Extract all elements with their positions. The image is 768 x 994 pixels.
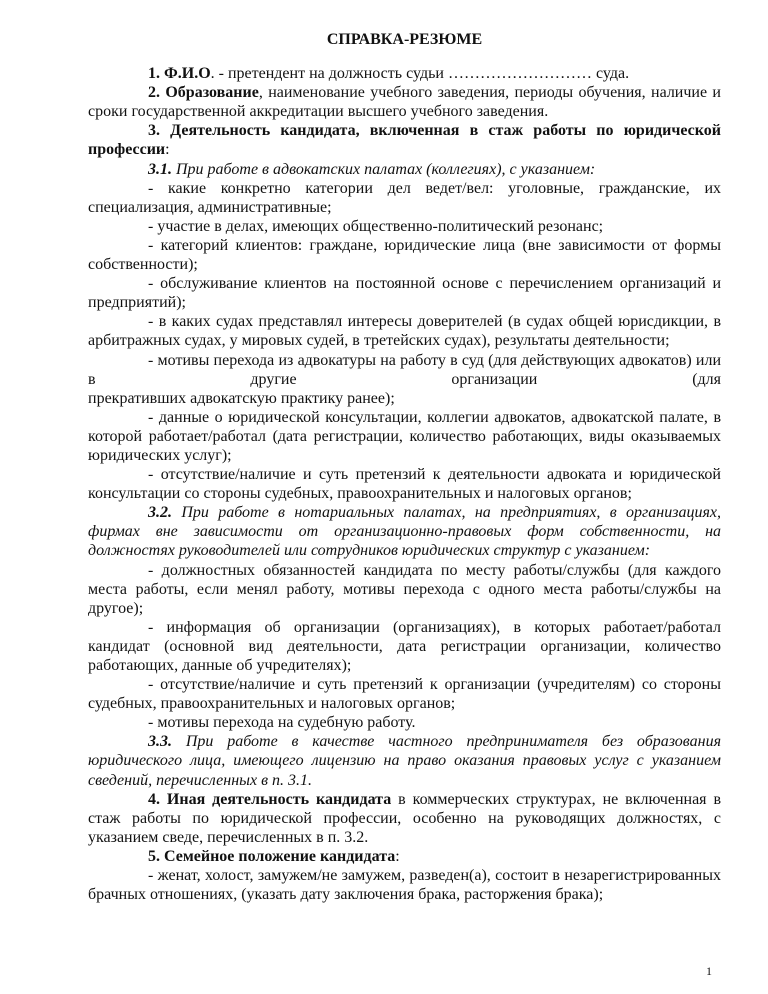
list-item: - какие конкретно категории дел ведет/вел: уголовные, гражданские, их специализация, административные; — [88, 179, 721, 216]
section-3-1 — [88, 160, 721, 179]
section-5-text: : — [395, 847, 400, 865]
list-item-continuation: прекративших адвокатскую практику ранее); — [88, 389, 395, 407]
page-number: 1 — [706, 964, 712, 978]
list-item: - информация об организации (организациях), в которых работает/работал кандидат (основной вид деятельности, дата регистрации организации, количество работающих, данные об учредителях); — [88, 618, 721, 674]
list-item: - мотивы перехода из адвокатуры на работу в суд (для действующих адвокатов) или в другие организации (для — [88, 351, 721, 388]
section-3-1-label: 3.1. — [148, 160, 172, 178]
list-item: - категорий клиентов: граждане, юридические лица (вне зависимости от формы собственности); — [88, 236, 721, 274]
section-3-2-text: При работе в нотариальных палатах, на предприятиях, в организациях, фирмах вне зависимости от организационно-правовых форм собственности, на должностях руководителей или сотрудников юридических структур с указанием: — [88, 504, 721, 560]
section-3-text: : — [165, 141, 170, 159]
list-item: - обслуживание клиентов на постоянной основе с перечислением организаций и предприятий); — [88, 275, 721, 312]
list-item: - должностных обязанностей кандидата по месту работы/службы (для каждого места работы, если менял работу, мотивы перехода с одного места работы/службы на другое); — [88, 561, 721, 617]
section-4-text: в коммерческих структурах, не включенная в стаж работы по юридической профессии, особенно на руководящих должностях, с указанием сведе, перечисленных в п. 3.2. — [88, 790, 722, 846]
list-item: - в каких судах представлял интересы доверителей (в судах общей юрисдикции, в арбитражных судах, у мировых судей, в третейских судах), результаты деятельности; — [88, 313, 721, 350]
section-3-3-label: 3.3. — [148, 733, 172, 751]
section-5 — [88, 847, 721, 866]
list-item: - отсутствие/наличие и суть претензий к организации (учредителям) со стороны судебных, правоохранительных и налоговых органов; — [88, 676, 721, 713]
section-3-1-text: При работе в адвокатских палатах (коллегиях), с указанием: — [172, 160, 596, 178]
section-4 — [88, 790, 721, 847]
section-3-3 — [88, 732, 721, 789]
section-3-2-label: 3.2. — [148, 504, 172, 522]
document-page — [88, 30, 721, 904]
section-3-2 — [88, 503, 721, 560]
section-3 — [88, 121, 721, 159]
list-item: - данные о юридической консультации, коллегии адвокатов, адвокатской палате, в которой работает/работал (дата регистрации, количество работающих, виды оказываемых юридических услуг); — [88, 408, 721, 464]
section-5-label: 5. Семейное положение кандидата — [148, 847, 396, 865]
document-title: СПРАВКА-РЕЗЮМЕ — [326, 31, 483, 48]
section-3-label: 3. Деятельность кандидата, включенная в стаж работы по юридической профессии — [88, 122, 721, 159]
section-1-text: . - претендент на должность судьи ……………………… суда. — [210, 65, 630, 83]
list-item: - мотивы перехода на судебную работу. — [148, 714, 416, 732]
section-3-3-text: При работе в качестве частного предпринимателя без образования юридического лица, имеющего лицензию на право оказания правовых услуг с указанием сведений, перечисленных в п. 3.1. — [88, 733, 721, 789]
section-2-text: , наименование учебного заведения, периоды обучения, наличие и сроки государственной аккредитации высшего учебного заведения. — [88, 84, 721, 121]
section-2-label: 2. Образование — [148, 84, 259, 102]
section-4-label: 4. Иная деятельность кандидата — [148, 790, 392, 808]
section-1 — [88, 64, 721, 83]
section-1-label: 1. Ф.И.О — [148, 65, 211, 83]
list-item: - женат, холост, замужем/не замужем, разведен(а), состоит в незарегистрированных брачных отношениях, (указать дату заключения брака, расторжения брака); — [88, 867, 721, 904]
section-2 — [88, 83, 721, 121]
list-item: - отсутствие/наличие и суть претензий к деятельности адвоката и юридической консультации со стороны судебных, правоохранительных и налоговых органов; — [88, 466, 721, 503]
list-item: - участие в делах, имеющих общественно-политический резонанс; — [148, 217, 604, 235]
